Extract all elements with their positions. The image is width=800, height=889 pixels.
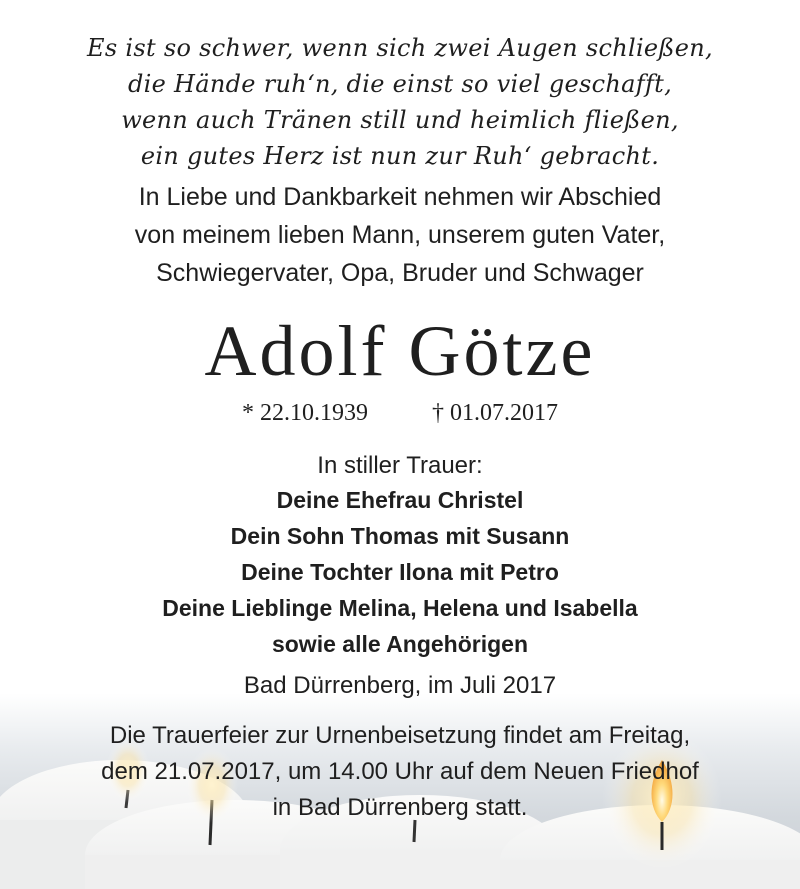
mourners-list: [0, 482, 800, 662]
intro-line: Schwiegervater, Opa, Bruder und Schwager: [156, 259, 644, 287]
service-line: dem 21.07.2017, um 14.00 Uhr auf dem Neuen Friedhof: [101, 758, 699, 785]
intro-line: In Liebe und Dankbarkeit nehmen wir Abschied: [138, 183, 662, 211]
poem-line: wenn auch Tränen still und heimlich fließen,: [121, 106, 679, 134]
poem-line: die Hände ruh‘n, die einst so viel geschafft,: [127, 70, 673, 98]
farewell-intro: [0, 178, 800, 292]
place-date: Bad Dürrenberg, im Juli 2017: [243, 672, 557, 699]
mourners-heading: In stiller Trauer:: [317, 452, 483, 479]
service-line: Die Trauerfeier zur Urnenbeisetzung findet am Freitag,: [109, 722, 691, 749]
birth-date: * 22.10.1939: [242, 400, 368, 426]
poem: [0, 30, 800, 174]
poem-line: ein gutes Herz ist nun zur Ruh‘ gebracht.: [140, 142, 660, 170]
funeral-service-info: [0, 718, 800, 826]
mourner-line: Deine Ehefrau Christel: [276, 487, 524, 513]
mourner-line: Deine Lieblinge Melina, Helena und Isabella: [162, 595, 638, 621]
mourner-line: Deine Tochter Ilona mit Petro: [241, 559, 559, 585]
mourner-line: sowie alle Angehörigen: [271, 631, 529, 657]
mourner-line: Dein Sohn Thomas mit Susann: [230, 523, 570, 549]
life-dates: [0, 396, 800, 430]
death-date: † 01.07.2017: [432, 400, 558, 426]
service-line: in Bad Dürrenberg statt.: [272, 794, 528, 821]
deceased-name: Adolf Götze: [204, 311, 596, 391]
poem-line: Es ist so schwer, wenn sich zwei Augen schließen,: [87, 34, 713, 62]
intro-line: von meinem lieben Mann, unserem guten Vater,: [134, 221, 666, 249]
